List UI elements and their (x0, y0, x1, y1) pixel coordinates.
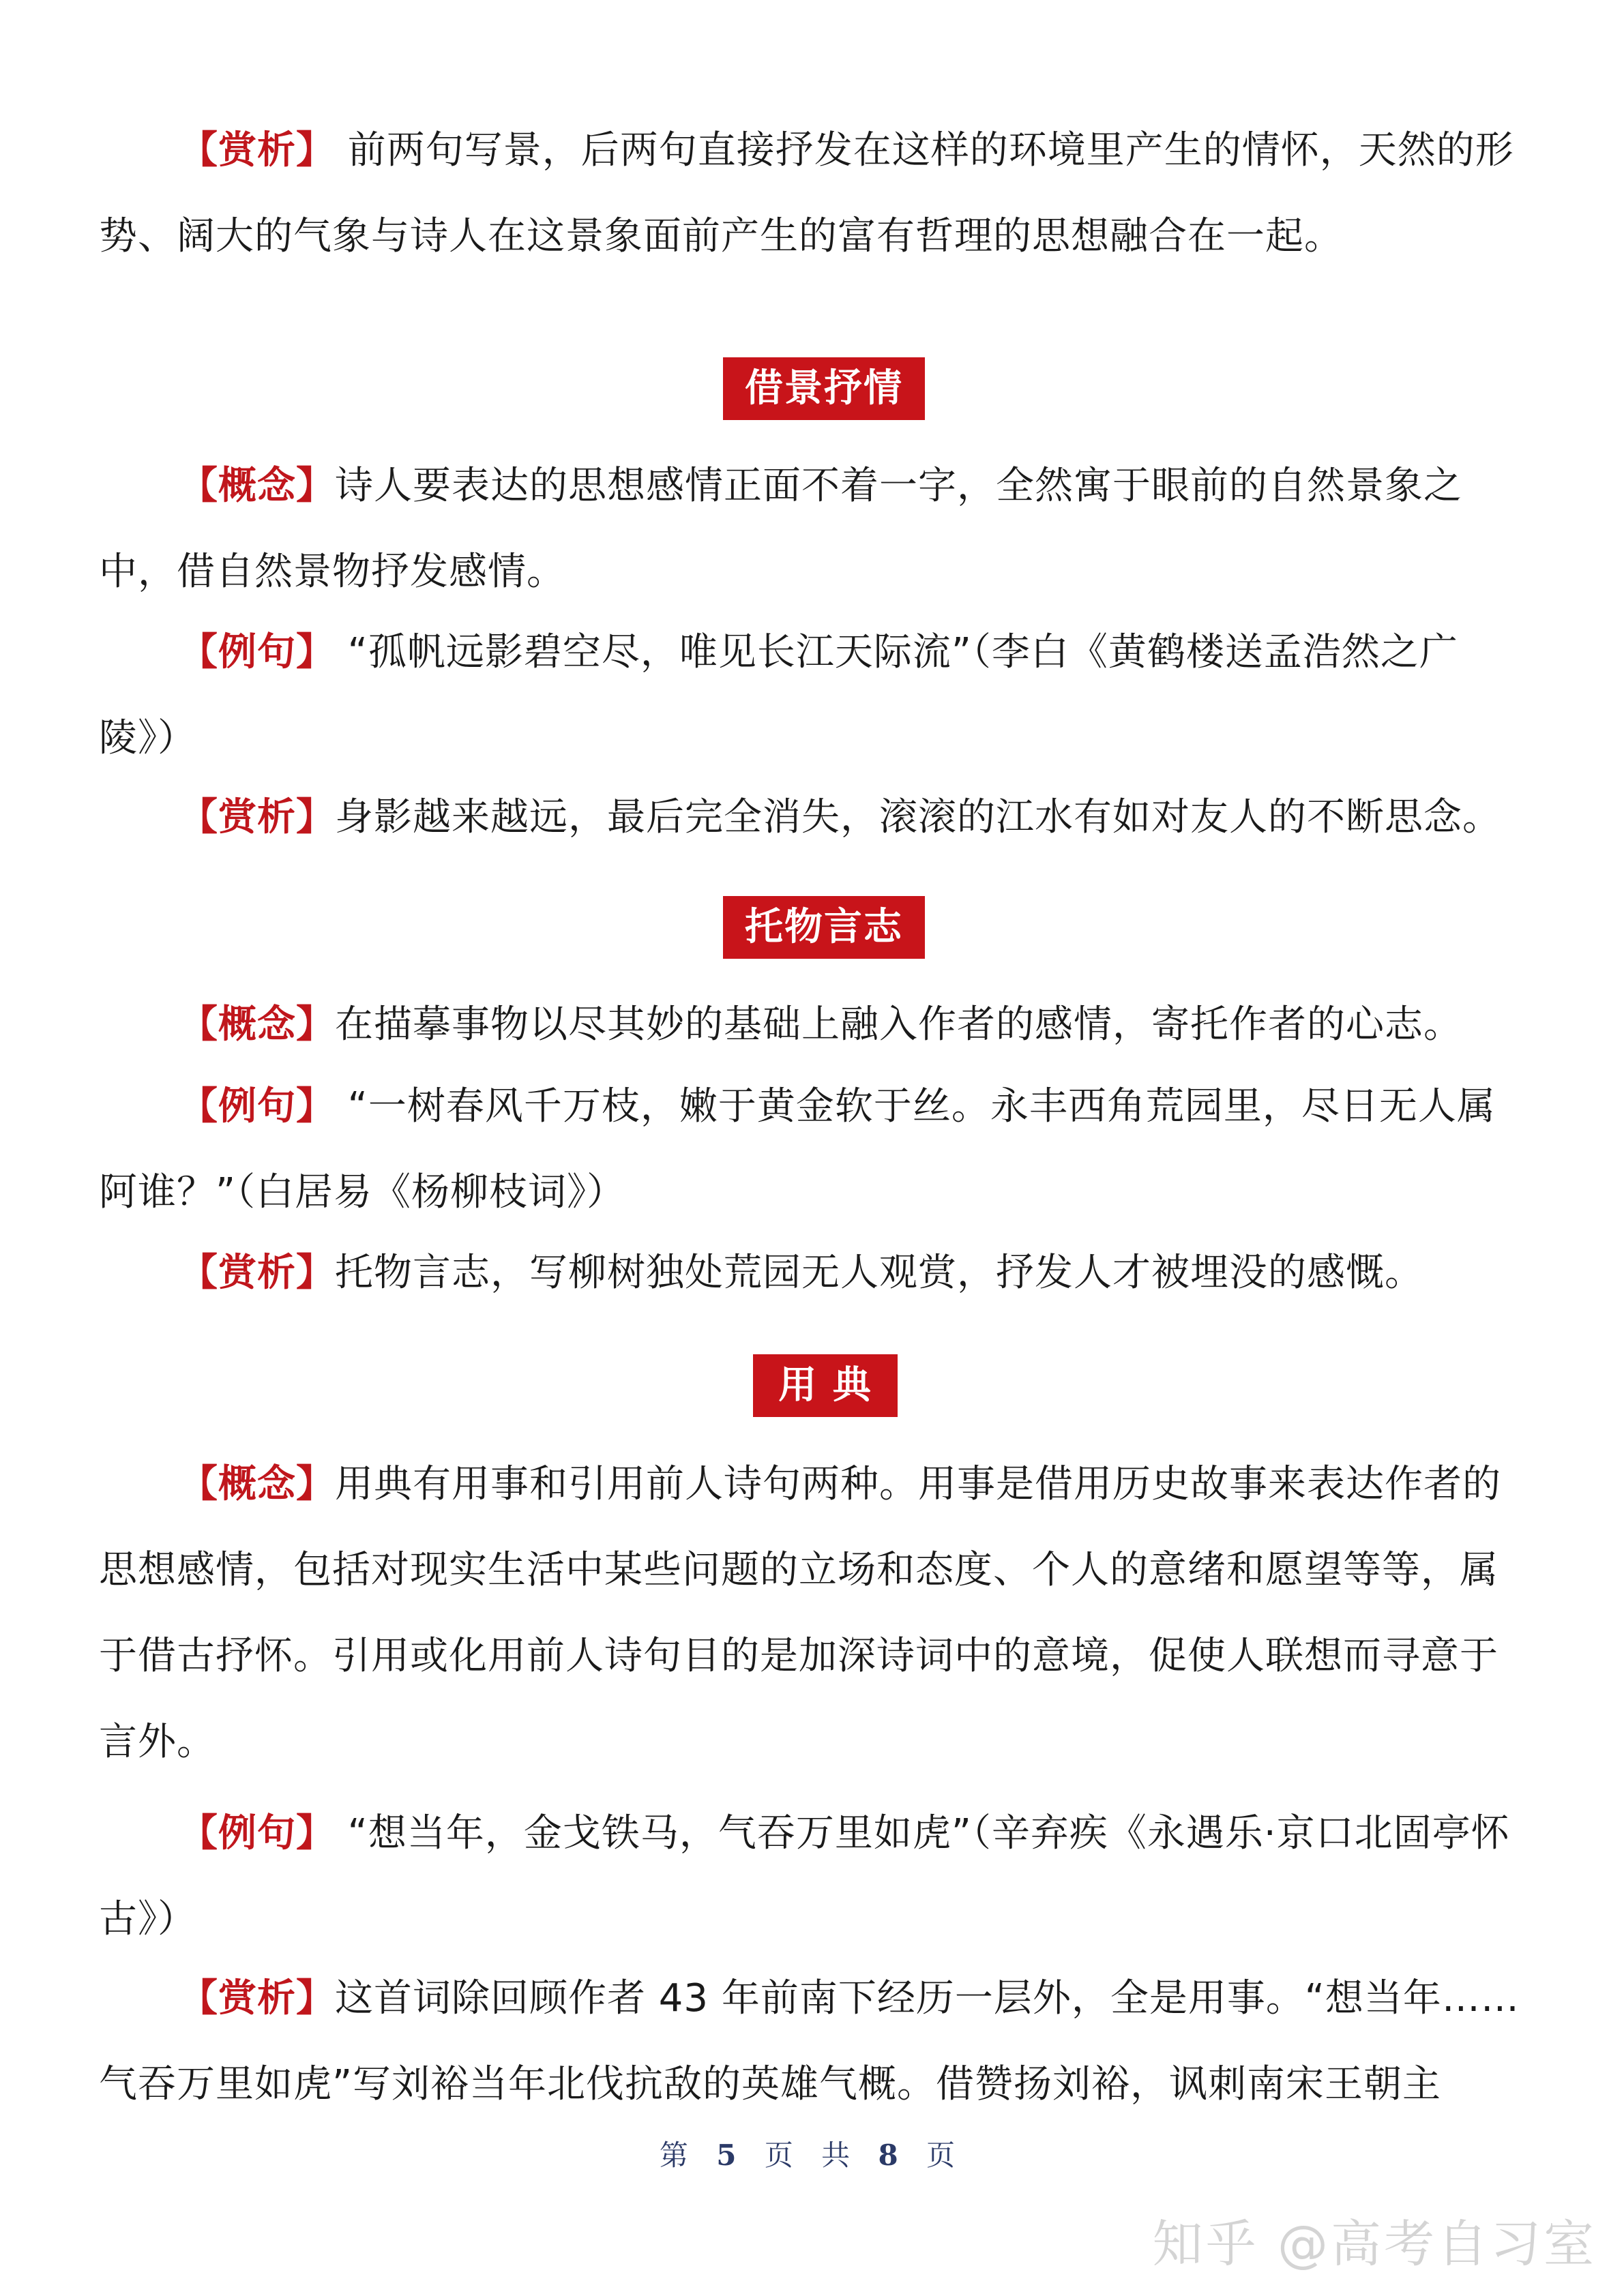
example-tag: 【例句】 (179, 630, 335, 674)
section1-example: 【例句】 “孤帆远影碧空尽，唯见长江天际流”（李白《黄鹤楼送孟浩然之广陵》） (99, 630, 1458, 760)
section1-concept: 【概念】诗人要表达的思想感情正面不着一字，全然寓于眼前的自然景象之中，借自然景物抒发感情。 (99, 464, 1462, 594)
section2-example: 【例句】 “一树春风千万枝，嫩于黄金软于丝。永丰西角荒园里，尽日无人属阿谁？”（白居易《杨柳枝词》） (99, 1084, 1496, 1214)
section2-analysis: 【赏析】托物言志，写柳树独处荒园无人观赏，抒发人才被埋没的感慨。 (179, 1251, 1423, 1295)
concept-tag: 【概念】 (179, 464, 335, 508)
intro-analysis-text: 前两句写景，后两句直接抒发在这样的环境里产生的情怀，天然的形势、阔大的气象与诗人在这景象面前产生的富有哲理的思想融合在一起。 (99, 128, 1514, 258)
analysis-tag: 【赏析】 (179, 128, 335, 173)
section3-analysis: 【赏析】这首词除回顾作者 43 年前南下经历一层外，全是用事。“想当年……气吞万里如虎”写刘裕当年北伐抗敌的英雄气概。借赞扬刘裕，讽刺南宋王朝主 (99, 1976, 1520, 2106)
example-tag: 【例句】 (179, 1084, 335, 1129)
section-heading-jiejing: 借景抒情 (723, 357, 925, 420)
example-tag: 【例句】 (179, 1811, 335, 1855)
analysis-tag: 【赏析】 (179, 1976, 335, 2021)
page-footer: 第 5 页 共 8 页 (659, 2138, 965, 2172)
section-heading-yongdian: 用 典 (753, 1354, 898, 1417)
intro-analysis-paragraph (99, 108, 1524, 280)
section2-concept: 【概念】在描摹事物以尽其妙的基础上融入作者的感情，寄托作者的心志。 (179, 1002, 1462, 1047)
analysis-tag: 【赏析】 (179, 795, 335, 839)
section1-analysis: 【赏析】身影越来越远，最后完全消失，滚滚的江水有如对友人的不断思念。 (179, 795, 1501, 839)
section3-concept: 【概念】用典有用事和引用前人诗句两种。用事是借用历史故事来表达作者的思想感情，包括对现实生活中某些问题的立场和态度、个人的意绪和愿望等等，属于借古抒怀。引用或化用前人诗句目的是加深诗词中的意境，促使人联想而寻意于言外。 (99, 1462, 1501, 1764)
concept-tag: 【概念】 (179, 1462, 335, 1506)
current-page-number: 5 (716, 2138, 746, 2172)
section-heading-tuowu: 托物言志 (723, 896, 925, 959)
zhihu-watermark: 知乎 @高考自习室 (1152, 2215, 1597, 2273)
section3-example: 【例句】 “想当年，金戈铁马，气吞万里如虎”（辛弃疾《永遇乐·京口北固亭怀古》） (99, 1811, 1510, 1941)
concept-tag: 【概念】 (179, 1002, 335, 1047)
analysis-tag: 【赏析】 (179, 1251, 335, 1295)
total-page-number: 8 (878, 2138, 908, 2172)
